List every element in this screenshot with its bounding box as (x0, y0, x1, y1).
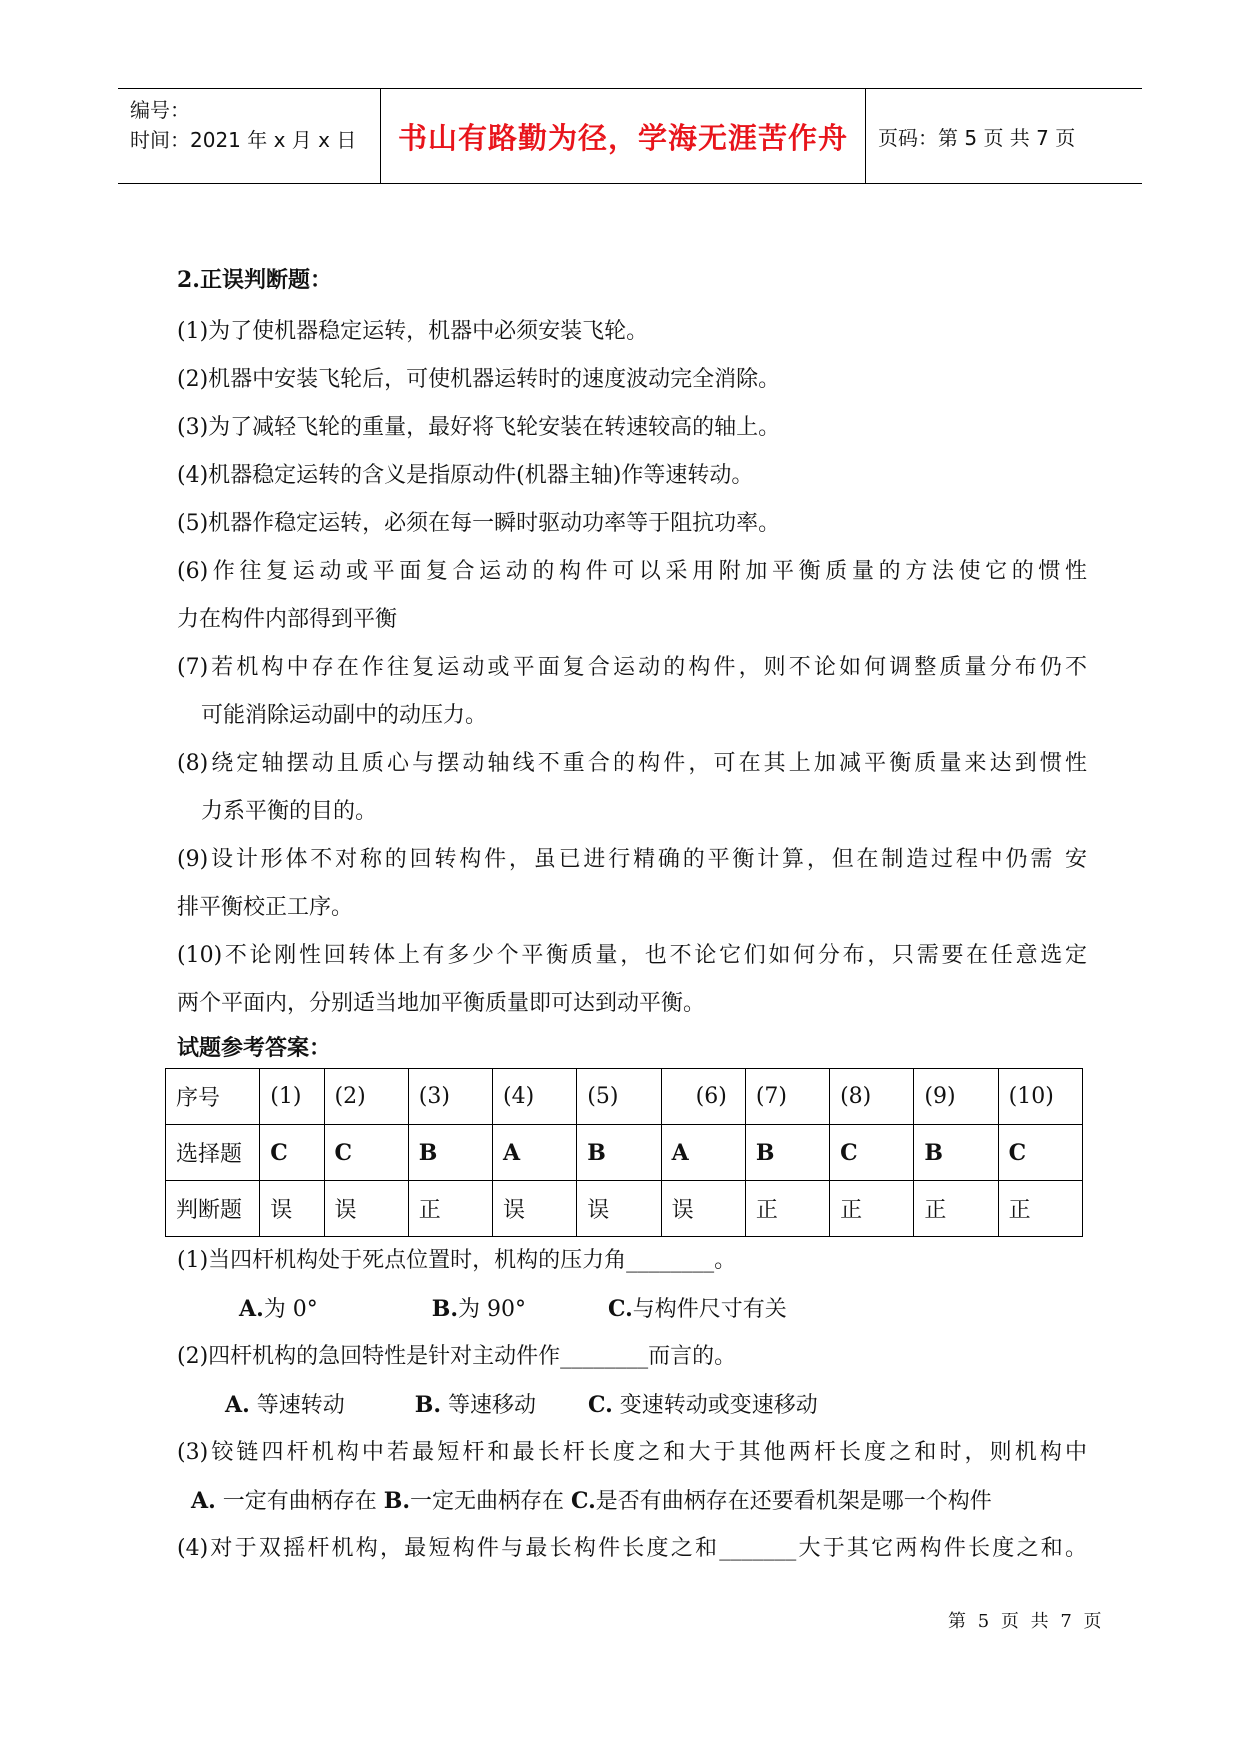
question-line: (3)铰链四杆机构中若最短杆和最长杆长度之和大于其他两杆长度之和时，则机构中 (177, 1440, 1087, 1465)
statement-line: (9)设计形体不对称的回转构件，虽已进行精确的平衡计算，但在制造过程中仍需 安 (177, 847, 1087, 872)
question-line: (2)四杆机构的急回特性是针对主动件作________而言的。 (177, 1344, 737, 1369)
header-motto: 书山有路勤为径，学海无涯苦作舟 (397, 120, 848, 155)
table-row (166, 1125, 1083, 1181)
option-letter: B. (431, 1296, 458, 1322)
table-cell: 正 (745, 1181, 829, 1237)
question-line: (1)当四杆机构处于死点位置时，机构的压力角________。 (177, 1248, 737, 1273)
table-cell: C (998, 1125, 1082, 1181)
header-left-cell (118, 89, 380, 183)
option-text: 等速转动 (249, 1393, 345, 1418)
statement-line: 排平衡校正工序。 (177, 895, 354, 920)
table-cell: (1) (260, 1069, 324, 1125)
page-header (118, 88, 1142, 184)
statement-line: 力在构件内部得到平衡 (177, 607, 398, 632)
statement-line: (7)若机构中存在作往复运动或平面复合运动的构件，则不论如何调整质量分布仍不 (177, 655, 1087, 680)
table-cell: 误 (661, 1181, 745, 1237)
statement-line: (4)机器稳定运转的含义是指原动件(机器主轴)作等速转动。 (177, 463, 754, 488)
option-letter: C. (588, 1392, 613, 1418)
question-options (177, 1477, 1087, 1525)
table-cell: 选择题 (166, 1125, 260, 1181)
table-cell: 正 (914, 1181, 998, 1237)
option-letter: A. (225, 1392, 250, 1418)
table-cell: 正 (998, 1181, 1082, 1237)
option-text: 与构件尺寸有关 (632, 1297, 787, 1322)
table-cell: B (577, 1125, 661, 1181)
statement-line: (6)作往复运动或平面复合运动的构件可以采用附加平衡质量的方法使它的惯性 (177, 559, 1087, 584)
statement-line: 可能消除运动副中的动压力。 (201, 703, 488, 728)
statement-line: (3)为了减轻飞轮的重量，最好将飞轮安装在转速较高的轴上。 (177, 415, 781, 440)
table-cell: 序号 (166, 1069, 260, 1125)
option-text: 为 0° (263, 1297, 318, 1322)
table-cell: 正 (408, 1181, 492, 1237)
statement-line: (1)为了使机器稳定运转，机器中必须安装飞轮。 (177, 319, 649, 344)
table-cell: A (661, 1125, 745, 1181)
option-text: 等速移动 (441, 1393, 536, 1418)
statement-line: (8)绕定轴摆动且质心与摆动轴线不重合的构件，可在其上加减平衡质量来达到惯性 (177, 751, 1087, 776)
statement-line: 两个平面内，分别适当地加平衡质量即可达到动平衡。 (177, 991, 706, 1016)
table-cell: 判断题 (166, 1181, 260, 1237)
table-cell: (2) (324, 1069, 408, 1125)
table-cell: (4) (493, 1069, 577, 1125)
option-letter: A. (239, 1296, 264, 1322)
statement-line: (2)机器中安装飞轮后，可使机器运转时的速度波动完全消除。 (177, 367, 781, 392)
table-cell: (5) (577, 1069, 661, 1125)
table-cell: B (408, 1125, 492, 1181)
option-letter: C. (571, 1488, 596, 1514)
answer-title: 试题参考答案： (177, 1035, 332, 1061)
table-cell: B (914, 1125, 998, 1181)
answer-table (165, 1068, 1083, 1237)
option-text: 变速转动或变速移动 (612, 1393, 818, 1418)
table-cell: 误 (324, 1181, 408, 1237)
table-cell: 正 (830, 1181, 914, 1237)
option-text: 一定无曲柄存在 (410, 1489, 571, 1514)
option-letter: B. (383, 1488, 410, 1514)
table-cell: (7) (745, 1069, 829, 1125)
option-letter: C. (608, 1296, 633, 1322)
page-content (177, 262, 1087, 1573)
table-cell: (10) (998, 1069, 1082, 1125)
table-cell: (9) (914, 1069, 998, 1125)
header-motto-cell (380, 89, 866, 183)
table-cell: 误 (577, 1181, 661, 1237)
header-page-cell (866, 89, 1142, 183)
statement-line: 力系平衡的目的。 (201, 799, 378, 824)
table-row (166, 1181, 1083, 1237)
option-letter: B. (414, 1392, 441, 1418)
table-cell: B (745, 1125, 829, 1181)
option-text: 是否有曲柄存在还要看机架是哪一个构件 (595, 1489, 992, 1514)
document-time-label: 时间：2021 年 x 月 x 日 (130, 128, 357, 152)
question-options (177, 1285, 1087, 1333)
table-cell: C (260, 1125, 324, 1181)
header-page-label: 页码：第 5 页 共 7 页 (878, 125, 1076, 150)
table-cell: 误 (260, 1181, 324, 1237)
table-cell: C (324, 1125, 408, 1181)
option-text: 一定有曲柄存在 (215, 1489, 384, 1514)
table-row (166, 1069, 1083, 1125)
table-cell: C (830, 1125, 914, 1181)
option-letter: A. (191, 1488, 216, 1514)
statement-line: (5)机器作稳定运转，必须在每一瞬时驱动功率等于阻抗功率。 (177, 511, 781, 536)
document-number-label: 编号： (130, 98, 190, 122)
table-cell: A (493, 1125, 577, 1181)
page-footer: 第 5 页 共 7 页 (948, 1611, 1105, 1632)
question-options (177, 1381, 1087, 1429)
statement-line: (10)不论刚性回转体上有多少个平衡质量，也不论它们如何分布，只需要在任意选定 (177, 943, 1087, 968)
table-cell: 误 (493, 1181, 577, 1237)
option-text: 为 90° (458, 1297, 526, 1322)
table-cell: (3) (408, 1069, 492, 1125)
table-cell: (8) (830, 1069, 914, 1125)
question-line: (4)对于双摇杆机构，最短构件与最长构件长度之和_______大于其它两构件长度之和。 (177, 1536, 1087, 1561)
section-title: 2.正误判断题： (177, 267, 332, 293)
table-cell: (6) (661, 1069, 745, 1125)
